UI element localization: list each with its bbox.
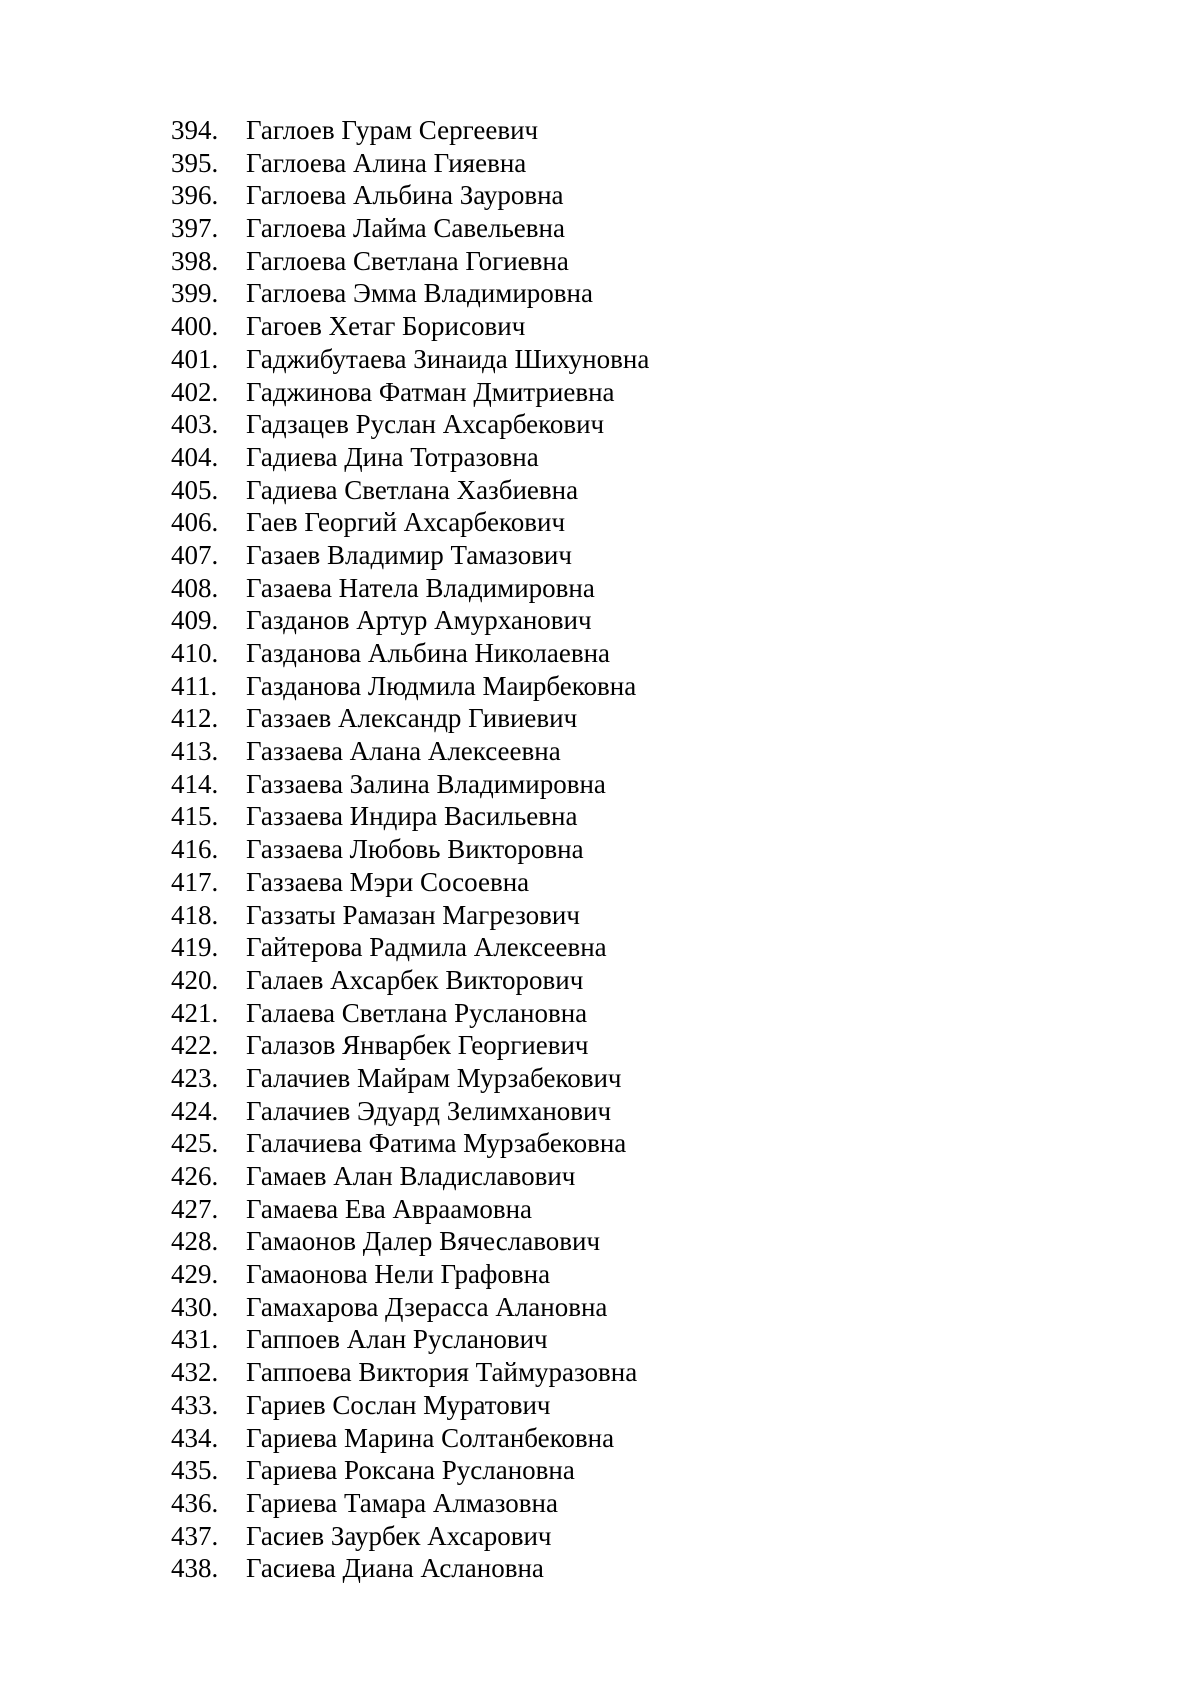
list-item-name: Гамаев Алан Владиславович — [246, 1161, 576, 1191]
list-item — [171, 1389, 649, 1422]
list-item-number: 437. — [171, 1520, 219, 1551]
list-item — [171, 702, 649, 735]
list-item-name: Газзаева Мэри Сосоевна — [246, 866, 530, 897]
list-item-name: Газаева Натела Владимировна — [246, 572, 595, 603]
list-item — [171, 1291, 649, 1324]
list-item-number: 414. — [171, 768, 219, 799]
list-item — [171, 899, 649, 932]
list-item — [171, 768, 649, 801]
list-item — [171, 1225, 649, 1258]
list-item-name: Галачиева Фатима Мурзабековна — [246, 1128, 627, 1159]
list-item-number: 404. — [171, 441, 219, 472]
list-item-number: 419. — [171, 932, 219, 963]
list-item-name: Гаппоева Виктория Таймуразовна — [246, 1357, 638, 1388]
list-item-name: Гасиева Диана Аслановна — [246, 1553, 544, 1584]
list-item-name: Гадиева Дина Тотразовна — [246, 441, 539, 472]
list-item-name: Газзаты Рамазан Магрезович — [246, 899, 580, 930]
list-item — [171, 408, 649, 441]
list-item — [171, 539, 649, 572]
list-item-name: Гамаонова Нели Графовна — [246, 1259, 551, 1290]
list-item-number: 416. — [171, 834, 219, 865]
list-item-number: 430. — [171, 1291, 219, 1322]
list-item — [171, 604, 649, 637]
list-item-number: 422. — [171, 1030, 219, 1061]
list-item — [171, 800, 649, 833]
list-item-number: 405. — [171, 474, 219, 505]
list-item-name: Гасиев Заурбек Ахсарович — [246, 1520, 552, 1551]
list-item-name: Гаев Георгий Ахсарбекович — [246, 507, 566, 538]
list-item — [171, 833, 649, 866]
list-item-number: 409. — [171, 605, 219, 636]
list-item — [171, 1029, 649, 1062]
list-item-number: 438. — [171, 1553, 219, 1584]
list-item-number: 423. — [171, 1062, 219, 1093]
list-item-number: 403. — [171, 409, 219, 440]
list-item-number: 398. — [171, 245, 219, 276]
list-item-name: Гайтерова Радмила Алексеевна — [246, 932, 607, 963]
list-item — [171, 1095, 649, 1128]
list-item-name: Гаглоева Светлана Гогиевна — [246, 245, 569, 276]
list-item — [171, 1193, 649, 1226]
list-item-name: Галачиев Эдуард Зелимханович — [246, 1095, 612, 1126]
list-item-name: Галаев Ахсарбек Викторович — [246, 964, 584, 995]
list-item — [171, 1323, 649, 1356]
list-item-name: Газзаева Индира Васильевна — [246, 801, 578, 832]
list-item — [171, 376, 649, 409]
list-item — [171, 474, 649, 507]
list-item — [171, 1356, 649, 1389]
list-item-number: 396. — [171, 180, 219, 211]
list-item-number: 421. — [171, 997, 219, 1028]
list-item-number: 426. — [171, 1161, 219, 1191]
list-item — [171, 997, 649, 1030]
list-item — [171, 1422, 649, 1455]
list-item-number: 424. — [171, 1095, 219, 1126]
list-item-name: Гаглоев Гурам Сергеевич — [246, 115, 539, 145]
list-item — [171, 637, 649, 670]
list-item-name: Газаев Владимир Тамазович — [246, 539, 572, 570]
list-item-name: Гаппоев Алан Русланович — [246, 1324, 548, 1355]
list-item-number: 425. — [171, 1128, 219, 1159]
list-item-name: Газзаева Алана Алексеевна — [246, 736, 561, 767]
list-item-number: 402. — [171, 376, 219, 407]
list-item-number: 429. — [171, 1259, 219, 1290]
list-item-name: Газзаев Александр Гивиевич — [246, 703, 578, 734]
list-item-name: Гагоев Хетаг Борисович — [246, 311, 526, 342]
list-item-number: 434. — [171, 1422, 219, 1453]
list-item — [171, 1062, 649, 1095]
list-item-name: Газданов Артур Амурханович — [246, 605, 592, 636]
list-item-name: Гаглоева Лайма Савельевна — [246, 213, 565, 244]
list-item-number: 433. — [171, 1389, 219, 1420]
list-item — [171, 931, 649, 964]
list-item-number: 432. — [171, 1357, 219, 1388]
list-item-number: 410. — [171, 638, 219, 668]
list-item-name: Гариева Тамара Алмазовна — [246, 1487, 558, 1518]
list-item-name: Гаджинова Фатман Дмитриевна — [246, 376, 615, 407]
list-item — [171, 245, 649, 278]
list-item-number: 408. — [171, 572, 219, 603]
list-item-number: 399. — [171, 278, 219, 309]
list-item — [171, 1160, 649, 1193]
list-item — [171, 1258, 649, 1291]
list-item-name: Гамаонов Далер Вячеславович — [246, 1226, 601, 1257]
list-item — [171, 866, 649, 899]
list-item — [171, 506, 649, 539]
list-item-name: Гадзацев Руслан Ахсарбекович — [246, 409, 605, 440]
list-item-name: Газзаева Любовь Викторовна — [246, 834, 584, 865]
list-item-number: 412. — [171, 703, 219, 734]
list-item-name: Гаглоева Алина Гияевна — [246, 147, 527, 178]
list-item-name: Гариева Марина Солтанбековна — [246, 1422, 615, 1453]
list-item-number: 400. — [171, 311, 219, 342]
list-item-number: 401. — [171, 343, 219, 374]
list-item-name: Гаглоева Эмма Владимировна — [246, 278, 593, 309]
list-item — [171, 310, 649, 343]
list-item-name: Гаджибутаева Зинаида Шихуновна — [246, 343, 650, 374]
list-item — [171, 179, 649, 212]
list-item — [171, 277, 649, 310]
list-item-number: 397. — [171, 213, 219, 244]
list-item-name: Гаглоева Альбина Зауровна — [246, 180, 564, 211]
list-item — [171, 147, 649, 180]
list-item-number: 431. — [171, 1324, 219, 1355]
list-item-number: 411. — [171, 670, 218, 701]
list-item — [171, 441, 649, 474]
list-item-name: Газзаева Залина Владимировна — [246, 768, 606, 799]
list-item-number: 436. — [171, 1487, 219, 1518]
list-item — [171, 343, 649, 376]
list-item-name: Газданова Людмила Маирбековна — [246, 670, 637, 701]
list-item-name: Гамаева Ева Авраамовна — [246, 1193, 533, 1224]
list-item-name: Гадиева Светлана Хазбиевна — [246, 474, 579, 505]
list-item-number: 427. — [171, 1193, 219, 1224]
list-item-name: Гамахарова Дзерасса Алановна — [246, 1291, 608, 1322]
list-item-name: Галазов Январбек Георгиевич — [246, 1030, 589, 1061]
list-item — [171, 114, 649, 147]
list-item-name: Гариев Сослан Муратович — [246, 1389, 551, 1420]
list-item — [171, 212, 649, 245]
list-item — [171, 1487, 649, 1520]
list-item — [171, 1520, 649, 1553]
list-item — [171, 572, 649, 605]
list-item-number: 420. — [171, 964, 219, 995]
list-item-number: 428. — [171, 1226, 219, 1257]
list-item-number: 394. — [171, 115, 219, 145]
list-item-number: 418. — [171, 899, 219, 930]
list-item-number: 415. — [171, 801, 219, 832]
list-item-number: 417. — [171, 866, 219, 897]
list-item — [171, 735, 649, 768]
list-item-number: 395. — [171, 147, 219, 178]
list-item — [171, 964, 649, 997]
list-item-number: 407. — [171, 539, 219, 570]
list-item — [171, 1454, 649, 1487]
list-item-number: 406. — [171, 507, 219, 538]
list-item-number: 435. — [171, 1455, 219, 1486]
name-list — [171, 114, 649, 1585]
list-item — [171, 670, 649, 703]
list-item — [171, 1552, 649, 1585]
list-item — [171, 1127, 649, 1160]
list-item-name: Галачиев Майрам Мурзабекович — [246, 1062, 622, 1093]
list-item-name: Галаева Светлана Руслановна — [246, 997, 588, 1028]
list-item-name: Гариева Роксана Руслановна — [246, 1455, 575, 1486]
list-item-number: 413. — [171, 736, 219, 767]
list-item-name: Газданова Альбина Николаевна — [246, 638, 611, 668]
